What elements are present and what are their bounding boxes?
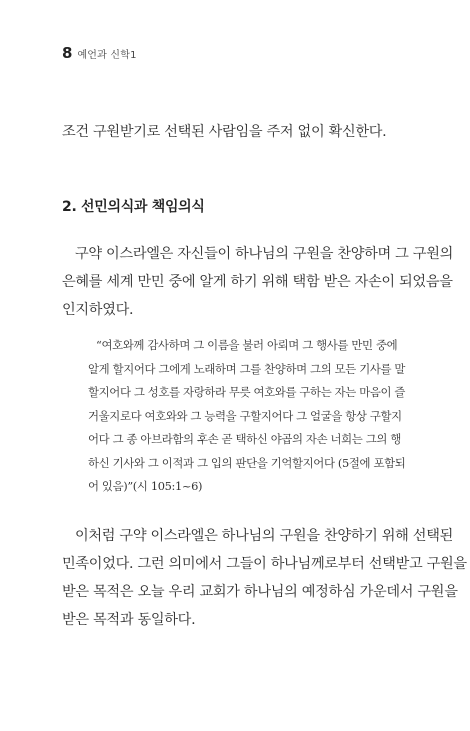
paragraph-3 [62,522,467,634]
quote-line: 거울지로다 여호와와 그 능력을 구할지어다 그 얼굴을 항상 구할지 [88,408,402,423]
paragraph-2 [62,240,454,324]
quote-line: 알게 할지어다 그에게 노래하며 그를 찬양하며 그의 모든 기사를 말 [88,361,406,376]
paragraph-line: 조건 구원받기로 선택된 사람임을 주저 없이 확신한다. [62,124,387,140]
section-heading: 2. 선민의식과 책임의식 [62,199,205,215]
paragraph-line: 받은 목적과 동일하다. [62,612,196,628]
intro-paragraph [62,118,412,146]
quote-line: 하신 기사와 그 이적과 그 입의 판단을 기억할지어다 (5절에 포함되 [88,455,406,470]
quote-line: 할지어다 그 성호를 자랑하라 무릇 여호와를 구하는 자는 마음이 즐 [88,385,406,399]
paragraph-line: 인지하였다. [62,302,134,318]
paragraph-line: 받은 목적은 오늘 우리 교회가 하나님의 예정하심 가운데서 구원을 [62,584,458,600]
paragraph-line: 구약 이스라엘은 자신들이 하나님의 구원을 찬양하며 그 구원의 [75,246,454,262]
paragraph-line: 민족이었다. 그런 의미에서 그들이 하나님께로부터 선택받고 구원을 [62,556,467,572]
page-number: 8 [62,44,73,62]
quote-line: 어다 그 종 아브라함의 후손 곧 택하신 야곱의 자손 너희는 그의 행 [88,432,401,446]
paragraph-line: 이처럼 구약 이스라엘은 하나님의 구원을 찬양하기 위해 선택된 [75,528,454,544]
paragraph-line: 은혜를 세계 만민 중에 알게 하기 위해 택함 받은 자손이 되었음을 [62,274,453,290]
scripture-quote [88,334,406,499]
book-title: 예언과 신학1 [77,50,137,61]
running-header [62,44,137,62]
quote-line: “여호와께 감사하며 그 이름을 불러 아뢰며 그 행사를 만민 중에 [96,338,398,352]
quote-line: 어 있음)”(시 105:1~6) [88,479,203,493]
